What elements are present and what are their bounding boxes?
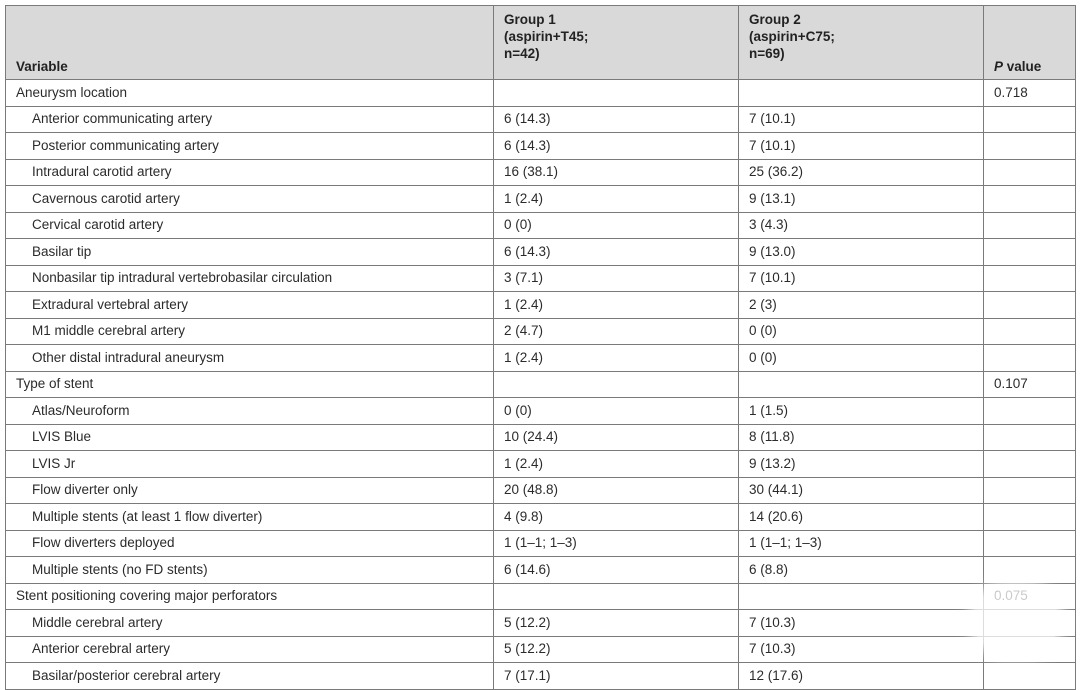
group1-value: 10 (24.4) bbox=[494, 424, 739, 451]
group2-value: 8 (11.8) bbox=[739, 424, 984, 451]
group1-value bbox=[494, 371, 739, 398]
table-row bbox=[6, 504, 1076, 531]
header-group2-line3: n=69) bbox=[749, 46, 785, 61]
p-value bbox=[984, 398, 1076, 425]
p-value bbox=[984, 106, 1076, 133]
p-value bbox=[984, 265, 1076, 292]
header-group2-line2: (aspirin+C75; bbox=[749, 29, 835, 44]
group1-value: 5 (12.2) bbox=[494, 610, 739, 637]
group2-value: 9 (13.0) bbox=[739, 239, 984, 266]
group2-value: 0 (0) bbox=[739, 318, 984, 345]
section-row bbox=[6, 583, 1076, 610]
row-label: Extradural vertebral artery bbox=[6, 292, 494, 319]
group1-value: 1 (1–1; 1–3) bbox=[494, 530, 739, 557]
group1-value: 6 (14.3) bbox=[494, 239, 739, 266]
table-row bbox=[6, 530, 1076, 557]
row-label: Multiple stents (no FD stents) bbox=[6, 557, 494, 584]
group1-value: 0 (0) bbox=[494, 212, 739, 239]
row-label: Flow diverter only bbox=[6, 477, 494, 504]
group1-value: 3 (7.1) bbox=[494, 265, 739, 292]
p-value bbox=[984, 451, 1076, 478]
group1-value: 1 (2.4) bbox=[494, 186, 739, 213]
row-label: Nonbasilar tip intradural vertebrobasilar circulation bbox=[6, 265, 494, 292]
group2-value: 9 (13.2) bbox=[739, 451, 984, 478]
header-variable: Variable bbox=[6, 6, 494, 80]
group2-value: 1 (1.5) bbox=[739, 398, 984, 425]
group1-value: 6 (14.3) bbox=[494, 106, 739, 133]
p-value bbox=[984, 318, 1076, 345]
group1-value: 0 (0) bbox=[494, 398, 739, 425]
group2-value bbox=[739, 371, 984, 398]
row-label: Type of stent bbox=[6, 371, 494, 398]
row-label: Flow diverters deployed bbox=[6, 530, 494, 557]
header-row bbox=[6, 6, 1076, 80]
row-label: Posterior communicating artery bbox=[6, 133, 494, 160]
group2-value: 7 (10.1) bbox=[739, 106, 984, 133]
table-row bbox=[6, 477, 1076, 504]
group1-value: 6 (14.3) bbox=[494, 133, 739, 160]
p-value bbox=[984, 663, 1076, 690]
p-value bbox=[984, 557, 1076, 584]
table-body bbox=[6, 80, 1076, 690]
p-value bbox=[984, 159, 1076, 186]
group2-value: 2 (3) bbox=[739, 292, 984, 319]
table-row bbox=[6, 610, 1076, 637]
table-row bbox=[6, 106, 1076, 133]
header-p-italic: P bbox=[994, 59, 1004, 74]
table-row bbox=[6, 186, 1076, 213]
table-row bbox=[6, 265, 1076, 292]
header-p-value bbox=[984, 6, 1076, 80]
group1-value: 20 (48.8) bbox=[494, 477, 739, 504]
header-group1 bbox=[494, 6, 739, 80]
row-label: Multiple stents (at least 1 flow diverter) bbox=[6, 504, 494, 531]
table-row bbox=[6, 398, 1076, 425]
table-row bbox=[6, 318, 1076, 345]
p-value bbox=[984, 292, 1076, 319]
group2-value: 7 (10.1) bbox=[739, 133, 984, 160]
p-value bbox=[984, 239, 1076, 266]
row-label: LVIS Jr bbox=[6, 451, 494, 478]
group1-value: 1 (2.4) bbox=[494, 292, 739, 319]
group1-value: 1 (2.4) bbox=[494, 451, 739, 478]
row-label: Anterior communicating artery bbox=[6, 106, 494, 133]
group1-value: 6 (14.6) bbox=[494, 557, 739, 584]
header-p-rest: value bbox=[1003, 59, 1042, 74]
row-label: Middle cerebral artery bbox=[6, 610, 494, 637]
p-value bbox=[984, 133, 1076, 160]
table-row bbox=[6, 212, 1076, 239]
row-label: Other distal intradural aneurysm bbox=[6, 345, 494, 372]
p-value bbox=[984, 186, 1076, 213]
group2-value: 25 (36.2) bbox=[739, 159, 984, 186]
header-group2 bbox=[739, 6, 984, 80]
table-row bbox=[6, 557, 1076, 584]
row-label: Anterior cerebral artery bbox=[6, 636, 494, 663]
row-label: Stent positioning covering major perforators bbox=[6, 583, 494, 610]
row-label: Cervical carotid artery bbox=[6, 212, 494, 239]
group2-value bbox=[739, 583, 984, 610]
row-label: Basilar tip bbox=[6, 239, 494, 266]
row-label: M1 middle cerebral artery bbox=[6, 318, 494, 345]
group2-value: 7 (10.3) bbox=[739, 610, 984, 637]
p-value: 0.107 bbox=[984, 371, 1076, 398]
group2-value: 6 (8.8) bbox=[739, 557, 984, 584]
row-label: Basilar/posterior cerebral artery bbox=[6, 663, 494, 690]
table-row bbox=[6, 636, 1076, 663]
header-group1-line3: n=42) bbox=[504, 46, 540, 61]
group1-value: 1 (2.4) bbox=[494, 345, 739, 372]
group2-value: 9 (13.1) bbox=[739, 186, 984, 213]
group1-value: 5 (12.2) bbox=[494, 636, 739, 663]
p-value bbox=[984, 345, 1076, 372]
table-row bbox=[6, 345, 1076, 372]
group1-value bbox=[494, 583, 739, 610]
header-group1-line1: Group 1 bbox=[504, 12, 556, 27]
group1-value: 4 (9.8) bbox=[494, 504, 739, 531]
table-row bbox=[6, 159, 1076, 186]
p-value bbox=[984, 504, 1076, 531]
table-row bbox=[6, 451, 1076, 478]
group1-value: 7 (17.1) bbox=[494, 663, 739, 690]
header-group1-line2: (aspirin+T45; bbox=[504, 29, 589, 44]
table-row bbox=[6, 663, 1076, 690]
section-row bbox=[6, 80, 1076, 107]
group2-value: 3 (4.3) bbox=[739, 212, 984, 239]
group2-value: 1 (1–1; 1–3) bbox=[739, 530, 984, 557]
group2-value: 12 (17.6) bbox=[739, 663, 984, 690]
header-group2-line1: Group 2 bbox=[749, 12, 801, 27]
p-value bbox=[984, 212, 1076, 239]
row-label: Aneurysm location bbox=[6, 80, 494, 107]
data-table bbox=[5, 5, 1076, 690]
group2-value: 7 (10.3) bbox=[739, 636, 984, 663]
p-value bbox=[984, 477, 1076, 504]
row-label: Intradural carotid artery bbox=[6, 159, 494, 186]
group2-value: 14 (20.6) bbox=[739, 504, 984, 531]
row-label: Atlas/Neuroform bbox=[6, 398, 494, 425]
table-row bbox=[6, 424, 1076, 451]
group2-value: 0 (0) bbox=[739, 345, 984, 372]
group1-value: 16 (38.1) bbox=[494, 159, 739, 186]
p-value: 0.718 bbox=[984, 80, 1076, 107]
watermark-overlay bbox=[976, 590, 1056, 650]
p-value bbox=[984, 530, 1076, 557]
p-value bbox=[984, 424, 1076, 451]
table-row bbox=[6, 133, 1076, 160]
table-row bbox=[6, 239, 1076, 266]
group2-value bbox=[739, 80, 984, 107]
group1-value: 2 (4.7) bbox=[494, 318, 739, 345]
section-row bbox=[6, 371, 1076, 398]
group2-value: 30 (44.1) bbox=[739, 477, 984, 504]
row-label: Cavernous carotid artery bbox=[6, 186, 494, 213]
group2-value: 7 (10.1) bbox=[739, 265, 984, 292]
group1-value bbox=[494, 80, 739, 107]
table-row bbox=[6, 292, 1076, 319]
row-label: LVIS Blue bbox=[6, 424, 494, 451]
